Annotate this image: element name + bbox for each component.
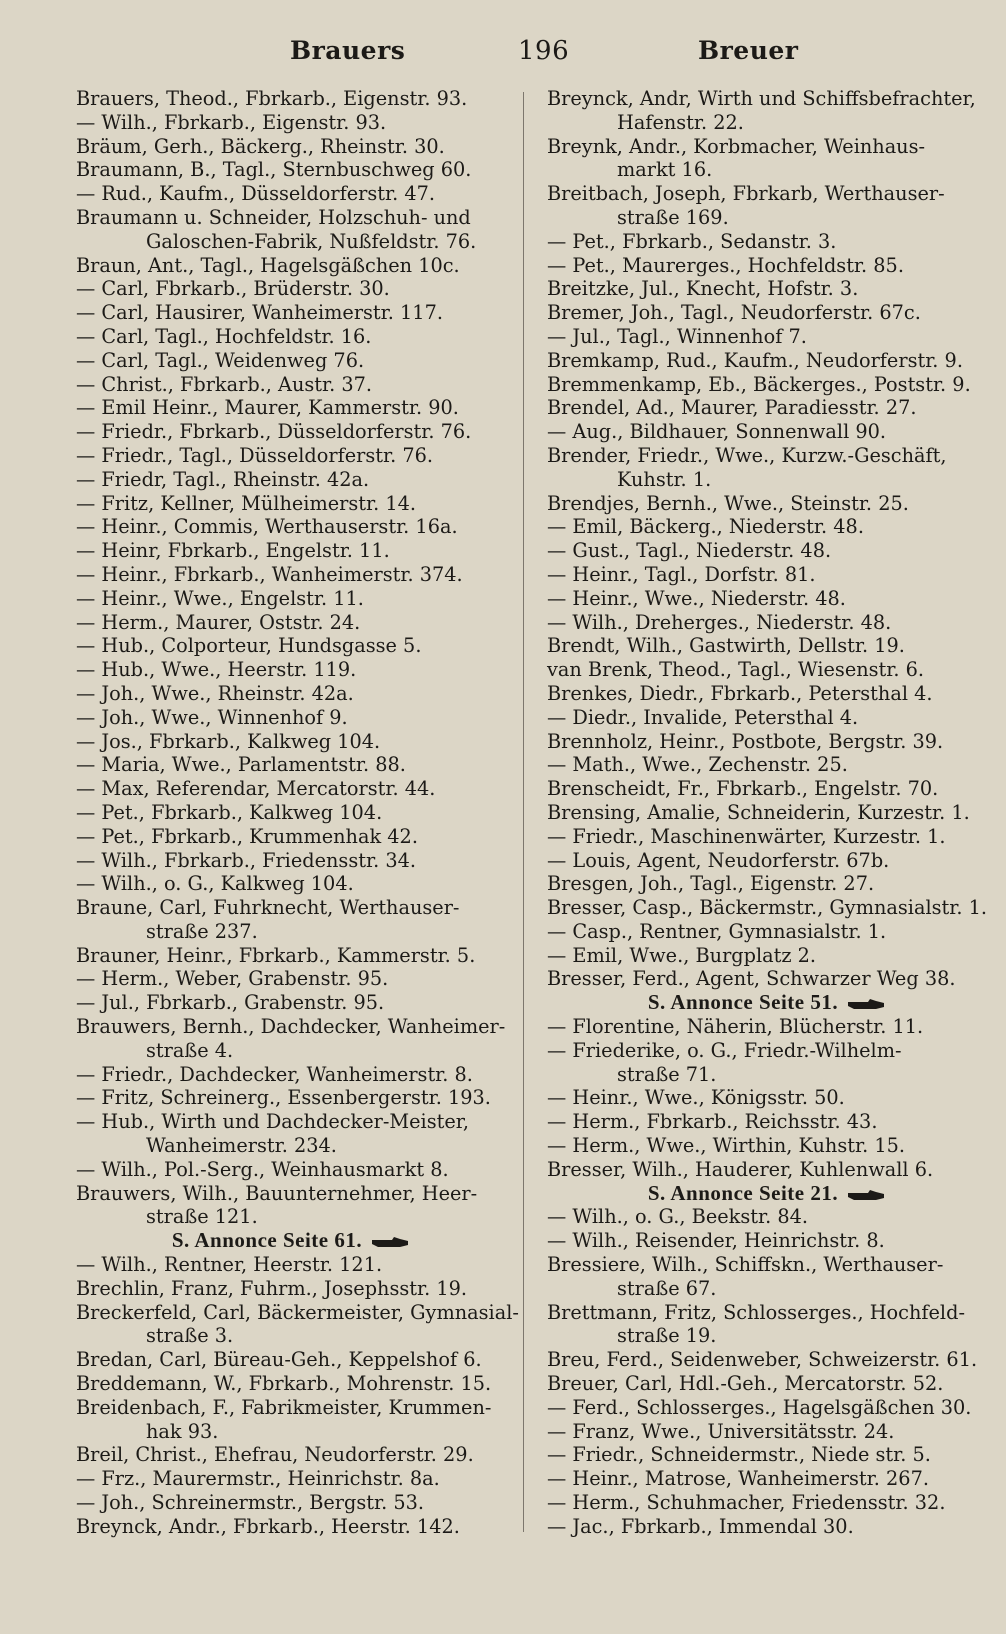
- directory-entry: [547, 563, 987, 587]
- directory-entry: [547, 515, 987, 539]
- directory-entry: [547, 1420, 987, 1444]
- directory-entry: [76, 468, 506, 492]
- entry-text: van Brenk, Theod., Tagl., Wiesenstr. 6.: [547, 658, 925, 682]
- entry-text: — Herm., Wwe., Wirthin, Kuhstr. 15.: [547, 1134, 905, 1158]
- entry-text: Hafenstr. 22.: [617, 110, 744, 134]
- directory-entry: [76, 539, 506, 563]
- entry-continuation: [76, 1205, 506, 1229]
- entry-text: — Fritz, Kellner, Mülheimerstr. 14.: [76, 491, 417, 515]
- entry-text: — Herm., Schuhmacher, Friedensstr. 32.: [547, 1491, 946, 1515]
- directory-entry: [547, 730, 987, 754]
- pointing-hand-icon: [846, 1189, 886, 1201]
- directory-entry: [547, 1229, 987, 1253]
- entry-text: — Maria, Wwe., Parlamentstr. 88.: [76, 753, 406, 777]
- entry-text: Brettmann, Fritz, Schlosserges., Hochfeld-: [547, 1300, 965, 1324]
- entry-text: Breynk, Andr., Korbmacher, Weinhaus-: [547, 134, 926, 158]
- directory-entry: [76, 611, 506, 635]
- entry-text: Bremmenkamp, Eb., Bäckerges., Poststr. 9.: [547, 372, 971, 396]
- directory-entry: [76, 135, 506, 159]
- directory-entry: [547, 444, 987, 468]
- entry-text: — Heinr., Wwe., Engelstr. 11.: [76, 586, 364, 610]
- entry-text: Brennholz, Heinr., Postbote, Bergstr. 39.: [547, 729, 944, 753]
- directory-entry: [547, 967, 987, 991]
- entry-text: Wanheimerstr. 234.: [146, 1134, 337, 1158]
- directory-entry: [547, 492, 987, 516]
- entry-text: — Jos., Fbrkarb., Kalkweg 104.: [76, 729, 381, 753]
- entry-text: straße 169.: [617, 205, 729, 229]
- directory-entry: [76, 420, 506, 444]
- directory-entry: [76, 373, 506, 397]
- directory-entry: [76, 492, 506, 516]
- directory-entry: [547, 753, 987, 777]
- directory-entry: [547, 1015, 987, 1039]
- entry-text: — Emil Heinr., Maurer, Kammerstr. 90.: [76, 396, 459, 420]
- entry-text: — Wilh., Dreherges., Niederstr. 48.: [547, 610, 892, 634]
- directory-entry: [76, 658, 506, 682]
- directory-entry: [76, 1515, 506, 1539]
- directory-entry: [547, 920, 987, 944]
- running-head-left: Brauers: [290, 36, 406, 65]
- entry-text: — Ferd., Schlosserges., Hagelsgäßchen 30.: [547, 1395, 972, 1419]
- entry-text: Breynck, Andr., Fbrkarb., Heerstr. 142.: [76, 1514, 460, 1538]
- entry-continuation: [76, 1039, 506, 1063]
- entry-text: Brender, Friedr., Wwe., Kurzw.-Geschäft,: [547, 443, 947, 467]
- entry-continuation: [547, 1063, 987, 1087]
- entry-text: — Christ., Fbrkarb., Austr. 37.: [76, 372, 373, 396]
- entry-text: — Florentine, Näherin, Blücherstr. 11.: [547, 1015, 924, 1039]
- directory-entry: [76, 301, 506, 325]
- entry-continuation: [547, 206, 987, 230]
- directory-entry: [547, 944, 987, 968]
- entry-text: Brendt, Wilh., Gastwirth, Dellstr. 19.: [547, 634, 905, 658]
- entry-text: — Friedr., Schneidermstr., Niede str. 5.: [547, 1443, 931, 1467]
- directory-entry: [76, 825, 506, 849]
- directory-entry: [547, 849, 987, 873]
- directory-entry: [547, 896, 987, 920]
- entry-text: — Friederike, o. G., Friedr.-Wilhelm-: [547, 1038, 902, 1062]
- entry-text: Breuer, Carl, Hdl.-Geh., Mercatorstr. 52.: [547, 1372, 944, 1396]
- entry-continuation: [76, 1420, 506, 1444]
- entry-text: straße 237.: [146, 919, 258, 943]
- entry-continuation: [76, 1134, 506, 1158]
- entry-text: straße 4.: [146, 1038, 234, 1062]
- directory-entry: [76, 277, 506, 301]
- entry-continuation: [547, 468, 987, 492]
- entry-text: — Herm., Fbrkarb., Reichsstr. 43.: [547, 1110, 878, 1134]
- entry-text: — Heinr., Wwe., Königsstr. 50.: [547, 1086, 845, 1110]
- entry-text: — Rud., Kaufm., Düsseldorferstr. 47.: [76, 182, 436, 206]
- entry-text: Brenscheidt, Fr., Fbrkarb., Engelstr. 70.: [547, 777, 939, 801]
- entry-text: S. Annonce Seite 61.: [171, 1228, 363, 1253]
- entry-text: straße 3.: [146, 1324, 234, 1348]
- directory-entry: [547, 587, 987, 611]
- directory-entry: [547, 777, 987, 801]
- pointing-hand-icon: [370, 1236, 410, 1248]
- entry-text: straße 67.: [617, 1276, 717, 1300]
- entry-text: — Joh., Schreinermstr., Bergstr. 53.: [76, 1491, 425, 1515]
- entry-text: markt 16.: [617, 158, 713, 182]
- entry-text: — Wilh., o. G., Beekstr. 84.: [547, 1205, 808, 1229]
- directory-entry: [76, 515, 506, 539]
- entry-text: — Wilh., Fbrkarb., Eigenstr. 93.: [76, 110, 387, 134]
- column-divider: [523, 92, 524, 1532]
- entry-text: hak 93.: [146, 1419, 219, 1443]
- directory-entry: [547, 1039, 987, 1063]
- entry-text: Braun, Ant., Tagl., Hagelsgäßchen 10c.: [76, 253, 460, 277]
- directory-entry: [547, 325, 987, 349]
- entry-text: — Pet., Fbrkarb., Sedanstr. 3.: [547, 229, 837, 253]
- entry-text: Brauner, Heinr., Fbrkarb., Kammerstr. 5.: [76, 943, 476, 967]
- directory-entry: [76, 777, 506, 801]
- entry-text: — Jul., Tagl., Winnenhof 7.: [547, 324, 807, 348]
- entry-text: — Friedr., Fbrkarb., Düsseldorferstr. 76.: [76, 420, 472, 444]
- directory-entry: [547, 373, 987, 397]
- entry-continuation: [76, 920, 506, 944]
- entry-text: — Hub., Wirth und Dachdecker-Meister,: [76, 1110, 469, 1134]
- entry-text: Bräum, Gerh., Bäckerg., Rheinstr. 30.: [76, 134, 445, 158]
- entry-text: — Fritz, Schreinerg., Essenbergerstr. 193.: [76, 1086, 491, 1110]
- directory-entry: [76, 1063, 506, 1087]
- directory-entry: [76, 206, 506, 230]
- directory-entry: [76, 1348, 506, 1372]
- entry-text: Brendel, Ad., Maurer, Paradiesstr. 27.: [547, 396, 917, 420]
- entry-text: Braumann u. Schneider, Holzschuh- und: [76, 205, 471, 229]
- entry-text: Breidenbach, F., Fabrikmeister, Krummen-: [76, 1395, 492, 1419]
- directory-entry: [76, 1110, 506, 1134]
- entry-text: Breil, Christ., Ehefrau, Neudorferstr. 29.: [76, 1443, 474, 1467]
- entry-text: Breynck, Andr, Wirth und Schiffsbefrachter,: [547, 87, 976, 110]
- directory-entry: [76, 706, 506, 730]
- directory-entry: [547, 1515, 987, 1539]
- directory-entry: [76, 730, 506, 754]
- directory-entry: [547, 539, 987, 563]
- directory-entry: [547, 87, 987, 111]
- directory-entry: [547, 1086, 987, 1110]
- entry-text: — Carl, Fbrkarb., Brüderstr. 30.: [76, 277, 390, 301]
- entry-continuation: [547, 158, 987, 182]
- entry-text: — Wilh., Pol.-Serg., Weinhausmarkt 8.: [76, 1157, 449, 1181]
- directory-entry: [76, 563, 506, 587]
- entry-text: — Hub., Wwe., Heerstr. 119.: [76, 658, 357, 682]
- entry-text: straße 121.: [146, 1205, 258, 1229]
- entry-text: — Math., Wwe., Zechenstr. 25.: [547, 753, 848, 777]
- entry-text: Brenkes, Diedr., Fbrkarb., Petersthal 4.: [547, 681, 933, 705]
- directory-entry: [547, 682, 987, 706]
- entry-text: — Emil, Wwe., Burgplatz 2.: [547, 943, 817, 967]
- directory-entry: [76, 753, 506, 777]
- entry-continuation: [76, 1324, 506, 1348]
- directory-entry: [547, 1491, 987, 1515]
- directory-entry: [547, 872, 987, 896]
- annonce-reference: [547, 1182, 987, 1206]
- entry-text: — Heinr., Fbrkarb., Wanheimerstr. 374.: [76, 562, 463, 586]
- directory-entry: [76, 1467, 506, 1491]
- directory-entry: [76, 325, 506, 349]
- entry-text: — Friedr., Dachdecker, Wanheimerstr. 8.: [76, 1062, 473, 1086]
- entry-text: — Casp., Rentner, Gymnasialstr. 1.: [547, 919, 887, 943]
- directory-entry: [547, 420, 987, 444]
- entry-text: S. Annonce Seite 51.: [647, 990, 839, 1015]
- entry-text: Bresser, Wilh., Hauderer, Kuhlenwall 6.: [547, 1157, 934, 1181]
- entry-text: Breitzke, Jul., Knecht, Hofstr. 3.: [547, 277, 859, 301]
- entry-text: — Emil, Bäckerg., Niederstr. 48.: [547, 515, 864, 539]
- entry-text: Bresser, Ferd., Agent, Schwarzer Weg 38.: [547, 967, 956, 991]
- entry-text: — Herm., Weber, Grabenstr. 95.: [76, 967, 389, 991]
- directory-entry: [547, 1158, 987, 1182]
- directory-entry: [547, 1467, 987, 1491]
- entry-text: — Pet., Fbrkarb., Kalkweg 104.: [76, 800, 383, 824]
- directory-entry: [547, 611, 987, 635]
- directory-entry: [76, 801, 506, 825]
- entry-text: — Joh., Wwe., Rheinstr. 42a.: [76, 681, 354, 705]
- page-number: 196: [518, 36, 570, 66]
- directory-entry: [547, 349, 987, 373]
- entry-text: Brauers, Theod., Fbrkarb., Eigenstr. 93.: [76, 87, 468, 110]
- entry-text: Bremkamp, Rud., Kaufm., Neudorferstr. 9.: [547, 348, 963, 372]
- directory-entry: [76, 634, 506, 658]
- directory-entry: [76, 1158, 506, 1182]
- directory-entry: [76, 1300, 519, 1325]
- entry-text: S. Annonce Seite 21.: [647, 1180, 839, 1205]
- annonce-reference: [547, 991, 987, 1015]
- entry-text: straße 71.: [617, 1062, 717, 1086]
- entry-text: Bressiere, Wilh., Schiffskn., Werthauser-: [547, 1253, 944, 1277]
- entry-text: — Frz., Maurermstr., Heinrichstr. 8a.: [76, 1467, 440, 1491]
- entry-text: — Gust., Tagl., Niederstr. 48.: [547, 539, 832, 563]
- directory-entry: [547, 825, 987, 849]
- entry-text: Bresser, Casp., Bäckermstr., Gymnasialstr. 1.: [547, 896, 988, 920]
- directory-entry: [76, 349, 506, 373]
- entry-text: Braumann, B., Tagl., Sternbuschweg 60.: [76, 158, 472, 182]
- entry-text: Breitbach, Joseph, Fbrkarb, Werthauser-: [547, 182, 945, 206]
- entry-text: — Carl, Tagl., Weidenweg 76.: [76, 348, 365, 372]
- directory-entry: [76, 1443, 506, 1467]
- directory-entry: [76, 1277, 506, 1301]
- directory-entry: [76, 849, 506, 873]
- directory-entry: [76, 444, 506, 468]
- directory-entry: [547, 396, 987, 420]
- entry-text: — Heinr, Fbrkarb., Engelstr. 11.: [76, 539, 390, 563]
- entry-text: Brauwers, Bernh., Dachdecker, Wanheimer-: [76, 1015, 506, 1039]
- entry-text: — Max, Referendar, Mercatorstr. 44.: [76, 777, 436, 801]
- entry-text: — Wilh., o. G., Kalkweg 104.: [76, 872, 354, 896]
- directory-entry: [547, 182, 987, 206]
- directory-entry: [547, 801, 987, 825]
- directory-entry: [76, 682, 506, 706]
- entry-text: Brensing, Amalie, Schneiderin, Kurzestr. 1.: [547, 800, 970, 824]
- directory-entry: [547, 1396, 987, 1420]
- directory-entry: [76, 182, 506, 206]
- entry-text: Bremer, Joh., Tagl., Neudorferstr. 67c.: [547, 301, 921, 325]
- annonce-reference: [76, 1229, 506, 1253]
- entry-text: — Carl, Tagl., Hochfeldstr. 16.: [76, 324, 372, 348]
- entry-continuation: [76, 230, 506, 254]
- entry-text: — Wilh., Rentner, Heerstr. 121.: [76, 1253, 383, 1277]
- entry-text: straße 19.: [617, 1324, 717, 1348]
- directory-entry: [547, 1443, 987, 1467]
- entry-text: Kuhstr. 1.: [617, 467, 712, 491]
- directory-entry: [547, 301, 987, 325]
- entry-text: — Wilh., Fbrkarb., Friedensstr. 34.: [76, 848, 416, 872]
- directory-entry: [76, 896, 506, 920]
- entry-continuation: [547, 111, 987, 135]
- directory-entry: [76, 1253, 506, 1277]
- entry-text: — Hub., Colporteur, Hundsgasse 5.: [76, 634, 422, 658]
- entry-text: Brauwers, Wilh., Bauunternehmer, Heer-: [76, 1181, 478, 1205]
- directory-entry: [547, 706, 987, 730]
- entry-text: — Franz, Wwe., Universitätsstr. 24.: [547, 1419, 895, 1443]
- entry-continuation: [547, 1277, 987, 1301]
- entry-text: — Jul., Fbrkarb., Grabenstr. 95.: [76, 991, 385, 1015]
- entry-text: — Joh., Wwe., Winnenhof 9.: [76, 705, 348, 729]
- entry-text: — Friedr., Tagl., Düsseldorferstr. 76.: [76, 443, 434, 467]
- entry-text: — Heinr., Matrose, Wanheimerstr. 267.: [547, 1467, 929, 1491]
- entry-text: — Friedr, Tagl., Rheinstr. 42a.: [76, 467, 370, 491]
- directory-entry: [547, 1205, 987, 1229]
- directory-entry: [76, 87, 506, 111]
- directory-entry: [547, 277, 987, 301]
- entry-text: — Friedr., Maschinenwärter, Kurzestr. 1.: [547, 824, 946, 848]
- entry-text: Brendjes, Bernh., Wwe., Steinstr. 25.: [547, 491, 909, 515]
- entry-text: — Herm., Maurer, Oststr. 24.: [76, 610, 361, 634]
- directory-entry: [76, 991, 506, 1015]
- entry-text: — Louis, Agent, Neudorferstr. 67b.: [547, 848, 890, 872]
- entry-text: Bresgen, Joh., Tagl., Eigenstr. 27.: [547, 872, 875, 896]
- entry-text: — Heinr., Tagl., Dorfstr. 81.: [547, 562, 816, 586]
- entry-text: — Jac., Fbrkarb., Immendal 30.: [547, 1514, 854, 1538]
- entry-text: Breckerfeld, Carl, Bäckermeister, Gymnasial-: [76, 1300, 519, 1324]
- entry-text: — Heinr., Commis, Werthauserstr. 16a.: [76, 515, 458, 539]
- directory-entry: [76, 254, 506, 278]
- directory-entry: [547, 230, 987, 254]
- directory-entry: [76, 587, 506, 611]
- directory-entry: [76, 1396, 506, 1420]
- directory-entry: [547, 1134, 987, 1158]
- directory-entry: [76, 158, 506, 182]
- entry-text: Brechlin, Franz, Fuhrm., Josephsstr. 19.: [76, 1276, 468, 1300]
- entry-text: — Pet., Maurerges., Hochfeldstr. 85.: [547, 253, 904, 277]
- directory-entry: [547, 1372, 987, 1396]
- directory-entry: [547, 254, 987, 278]
- directory-entry: [547, 1253, 987, 1277]
- entry-text: Galoschen-Fabrik, Nußfeldstr. 76.: [146, 229, 477, 253]
- directory-entry: [547, 1110, 987, 1134]
- directory-entry: [76, 967, 506, 991]
- entry-text: Bredan, Carl, Büreau-Geh., Keppelshof 6.: [76, 1348, 482, 1372]
- entry-continuation: [547, 1324, 987, 1348]
- directory-entry: [76, 1372, 506, 1396]
- pointing-hand-icon: [846, 998, 886, 1010]
- directory-entry: [76, 1491, 506, 1515]
- directory-entry: [547, 634, 987, 658]
- directory-entry: [76, 944, 506, 968]
- running-head-right: Breuer: [698, 36, 799, 65]
- directory-entry: [547, 658, 987, 682]
- directory-entry: [547, 1348, 987, 1372]
- entry-text: Breu, Ferd., Seidenweber, Schweizerstr. 61.: [547, 1348, 978, 1372]
- entry-text: — Wilh., Reisender, Heinrichstr. 8.: [547, 1229, 885, 1253]
- directory-entry: [76, 1086, 506, 1110]
- right-column: [547, 87, 987, 1539]
- directory-entry: [76, 1182, 506, 1206]
- directory-entry: [76, 111, 506, 135]
- directory-entry: [76, 872, 506, 896]
- entry-text: — Heinr., Wwe., Niederstr. 48.: [547, 586, 846, 610]
- entry-text: Braune, Carl, Fuhrknecht, Werthauser-: [76, 896, 460, 920]
- directory-entry: [76, 1015, 506, 1039]
- directory-entry: [76, 396, 506, 420]
- directory-entry: [547, 1301, 987, 1325]
- directory-entry: [547, 135, 987, 159]
- left-column: [76, 87, 519, 1539]
- entry-text: — Carl, Hausirer, Wanheimerstr. 117.: [76, 301, 443, 325]
- entry-text: — Diedr., Invalide, Petersthal 4.: [547, 705, 859, 729]
- entry-text: — Pet., Fbrkarb., Krummenhak 42.: [76, 824, 418, 848]
- entry-text: Breddemann, W., Fbrkarb., Mohrenstr. 15.: [76, 1372, 492, 1396]
- entry-text: — Aug., Bildhauer, Sonnenwall 90.: [547, 420, 887, 444]
